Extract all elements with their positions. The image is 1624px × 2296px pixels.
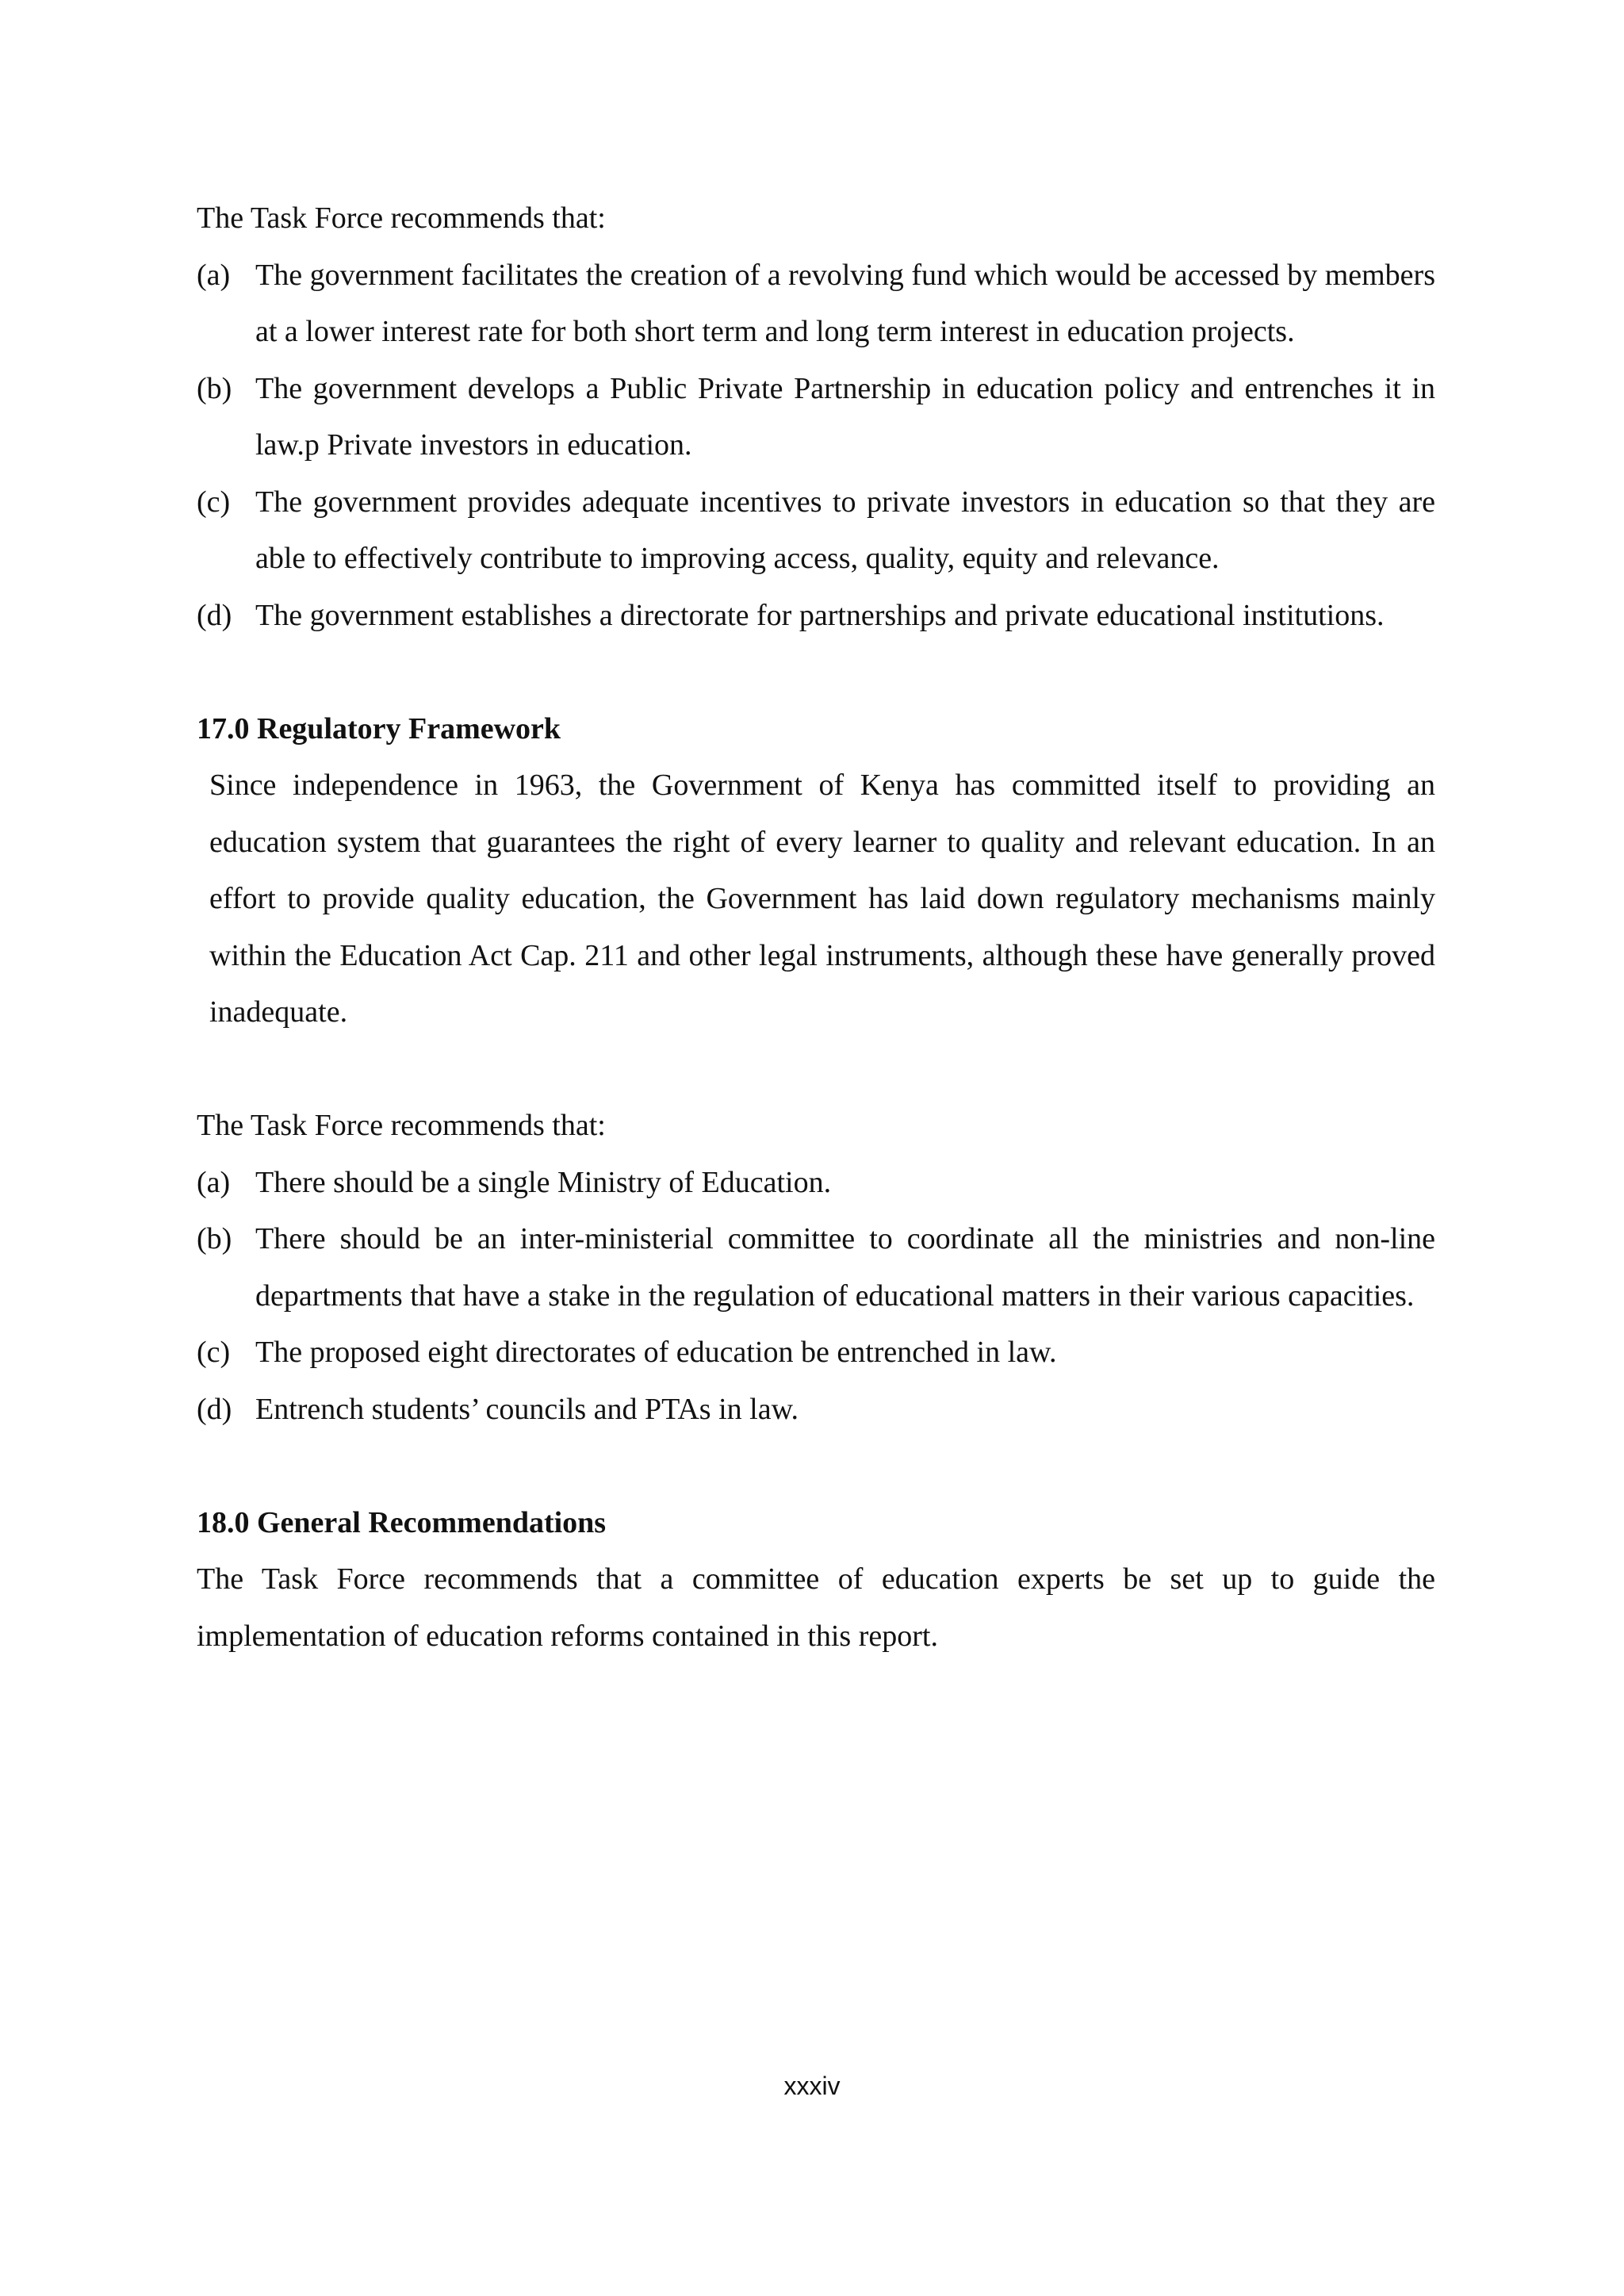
section-heading-regulatory-framework: 17.0 Regulatory Framework: [197, 711, 561, 746]
list-item: [197, 1211, 1435, 1324]
general-recommendations-paragraph: The Task Force recommends that a committee of education experts be set up to guide the implementation of education reforms contained in this report.: [197, 1562, 1435, 1653]
regulatory-framework-paragraph: Since independence in 1963, the Government of Kenya has committed itself to providing an education system that guarantees the right of every learner to quality and relevant education. In an effort to provide quality education, the Government has laid down regulatory mechanisms mainly within the Education Act Cap. 211 and other legal instruments, although these have generally proved inadequate.: [209, 769, 1435, 1029]
list-item-text: The government establishes a directorate for partnerships and private educational institutions.: [255, 598, 1385, 632]
list-marker: (a): [197, 258, 231, 292]
list-item: [197, 1155, 1435, 1212]
list-marker: (b): [197, 371, 232, 405]
list-marker: (c): [197, 1336, 231, 1369]
list-item: [197, 474, 1435, 588]
recommendations-intro: The Task Force recommends that:: [197, 1109, 606, 1142]
list-item-text: There should be an inter-ministerial committee to coordinate all the ministries and non-line departments that have a stake in the regulation of educational matters in their various capacities.: [255, 1222, 1435, 1313]
list-item-text: Entrench students’ councils and PTAs in law.: [255, 1392, 799, 1426]
spacer: [197, 1438, 1435, 1495]
list-item: [197, 588, 1435, 645]
list-item-text: The government develops a Public Private Partnership in education policy and entrenches it in law.p Private investors in education.: [255, 371, 1435, 462]
list-item-text: The proposed eight directorates of education be entrenched in law.: [255, 1336, 1057, 1369]
spacer: [197, 1041, 1435, 1098]
document-page: [197, 190, 1435, 1665]
list-marker: (b): [197, 1222, 232, 1255]
page-number: xxxiv: [783, 2072, 841, 2100]
list-item-text: The government provides adequate incentives to private investors in education so that they are able to effectively contribute to improving access, quality, equity and relevance.: [255, 485, 1435, 575]
list-marker: (a): [197, 1165, 231, 1199]
recommendations-list: [197, 247, 1435, 645]
list-item: [197, 247, 1435, 361]
recommendations-intro: The Task Force recommends that:: [197, 201, 606, 235]
list-item: [197, 1324, 1435, 1382]
list-item: [197, 361, 1435, 474]
list-marker: (c): [197, 485, 231, 519]
list-marker: (d): [197, 598, 232, 632]
section-heading-general-recommendations: 18.0 General Recommendations: [197, 1505, 607, 1539]
list-item-text: There should be a single Ministry of Education.: [255, 1165, 832, 1199]
list-item-text: The government facilitates the creation of a revolving fund which would be accessed by members at a lower interest rate for both short term and long term interest in education projects.: [255, 258, 1435, 348]
regulatory-recommendations-list: [197, 1155, 1435, 1439]
list-item: [197, 1382, 1435, 1439]
list-marker: (d): [197, 1392, 232, 1426]
spacer: [197, 644, 1435, 701]
